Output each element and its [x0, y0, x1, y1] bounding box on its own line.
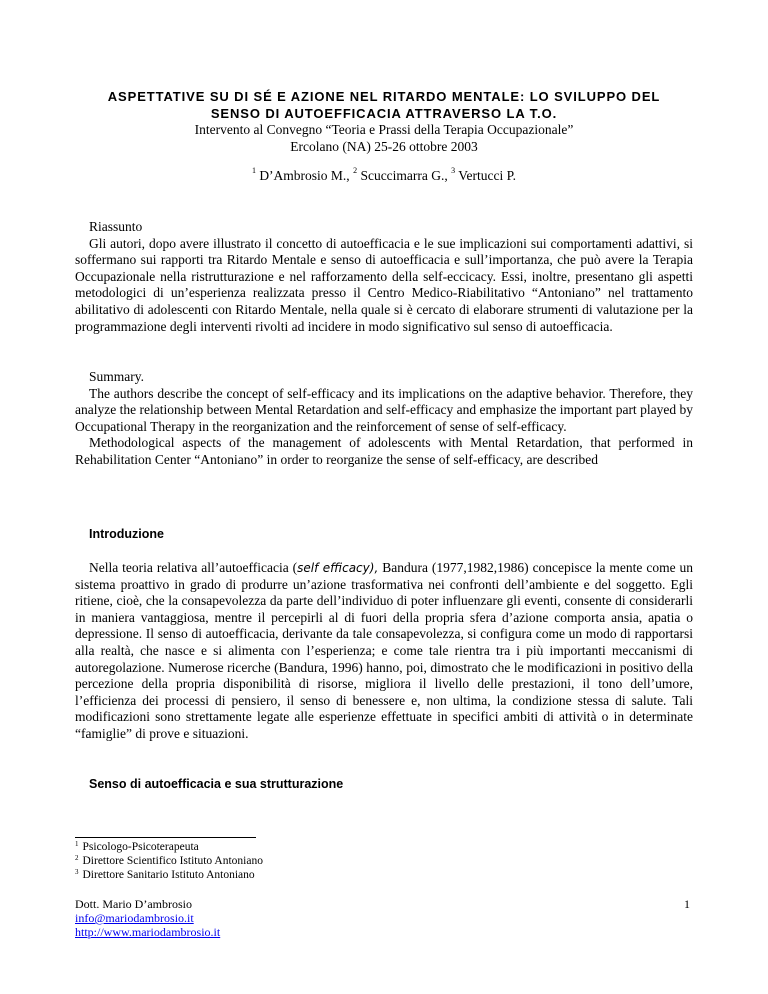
conference-date-place: Ercolano (NA) 25-26 ottobre 2003 — [290, 139, 478, 154]
document-title-line-1: ASPETTATIVE SU DI SÉ E AZIONE NEL RITARDO MENTALE: LO SVILUPPO DEL — [107, 89, 661, 104]
footnote-marker: 3 — [75, 868, 79, 876]
summary-section — [75, 369, 693, 469]
footnote-text: Direttore Sanitario Istituto Antoniano — [82, 869, 255, 881]
summary-paragraph-2: Methodological aspects of the management of adolescents with Mental Retardation, that performed in Rehabilitation Center “Antoniano” in order to reorganize the sense of self-efficacy, are described — [75, 435, 693, 467]
footer-website-link[interactable]: http://www.mariodambrosio.it — [75, 925, 221, 939]
intro-text-start: Nella teoria relativa all’autoefficacia ( — [89, 560, 298, 575]
footnote-marker: 1 — [75, 840, 79, 848]
footnote-divider — [75, 837, 256, 838]
author-name: D’Ambrosio M., — [259, 168, 350, 183]
author-list — [60, 168, 708, 184]
footnote-2 — [75, 855, 263, 867]
summary-paragraph-1: The authors describe the concept of self-efficacy and its implications on the adaptive behavior. Therefore, they analyze the relationship between Mental Retardation and self-efficacy and emphasize the important part played by Occupational Therapy in the reorganization and the reinforcement of sense of self-efficacy. — [75, 385, 693, 434]
footer-email-link[interactable]: info@mariodambrosio.it — [75, 911, 194, 925]
riassunto-heading: Riassunto — [89, 219, 143, 234]
author-footnote-marker: 1 — [251, 166, 256, 175]
author-name: Scuccimarra G., — [360, 168, 448, 183]
riassunto-text: Gli autori, dopo avere illustrato il concetto di autoefficacia e le sue implicazioni sui comportamenti adattivi, si soffermano sui rapporti tra Ritardo Mentale e senso di autoefficacia e sull’importanza, che può avere la Terapia Occupazionale nella ristrutturazione e nel rafforzamento della self-eccicacy. Essi, inoltre, presentano gli aspetti metodologici di un’esperienza realizzata presso il Centro Medico-Riabilitativo “Antoniano” nel trattamento abilitativo di adolescenti con Ritardo Mentale, nella quale si è cercato di elaborare strumenti di valutazione per la programmazione degli interventi rivolti ad incidere in modo significativo sul senso di autoefficacia. — [75, 235, 693, 334]
document-title-line-2: SENSO DI AUTOEFFICACIA ATTRAVERSO LA T.O. — [210, 106, 558, 121]
introduzione-heading: Introduzione — [89, 527, 164, 541]
introduzione-paragraph — [75, 560, 693, 743]
intro-text-rest: Bandura (1977,1982,1986) concepisce la mente come un sistema proattivo in grado di produrre un’azione trasformativa nei confronti dell’ambiente e del soggetto. Egli ritiene, cioè, che la consapevolezza da parte dell’individuo di poter influenzare gli eventi, consente di considerarli in maniera vantaggiosa, mentre il percepirli al di fuori della propria sfera d’azione comporta ansia, apatia o depressione. Il senso di autoefficacia, derivante da tale consapevolezza, si configura come un modo di rapportarsi alla realtà, che nasce e si alimenta con l’esperienza; e come tale rientra tra i più importanti meccanismi di autoregolazione. Numerose ricerche (Bandura, 1996) hanno, poi, dimostrato che le modificazioni in positivo della percezione della propria disponibilità di risorse, migliora il livello delle prestazioni, il tono dell’umore, l’efficienza dei processi di pensiero, il senso di benessere e, non ultima, la condizione stessa di salute. Tali modificazioni sono strettamente legate alle esperienze effettuate in specifici ambiti di attività o in determinate “famiglie” di prove e situazioni. — [75, 560, 694, 741]
riassunto-section — [75, 219, 693, 335]
section-2-heading: Senso di autoefficacia e sua strutturazione — [89, 777, 344, 791]
author-footnote-marker: 2 — [353, 166, 358, 175]
conference-subtitle: Intervento al Convegno “Teoria e Prassi della Terapia Occupazionale” — [194, 122, 574, 137]
author-name: Vertucci P. — [458, 168, 517, 183]
introduzione-section — [75, 560, 693, 743]
footnote-1 — [75, 841, 199, 853]
page-number: 1 — [684, 897, 690, 911]
footnote-text: Direttore Scientifico Istituto Antoniano — [82, 855, 263, 867]
footnote-3 — [75, 869, 255, 881]
summary-heading: Summary. — [89, 369, 144, 384]
footer-author-name: Dott. Mario D’ambrosio — [75, 897, 192, 911]
footnote-text: Psicologo-Psicoterapeuta — [82, 841, 199, 853]
footnote-marker: 2 — [75, 854, 79, 862]
author-footnote-marker: 3 — [451, 166, 456, 175]
intro-term: self efficacy), — [297, 561, 379, 575]
